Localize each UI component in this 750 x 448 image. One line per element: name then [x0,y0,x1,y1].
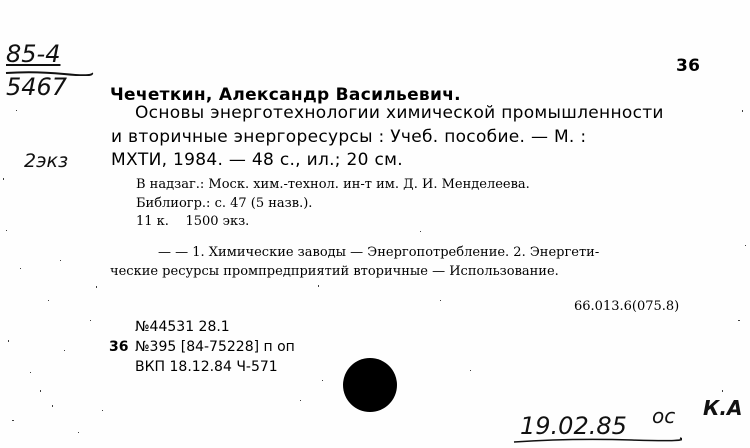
subject-line-2: ческие ресурсы промпредприятий вторичные — Использование. [110,264,559,279]
registry-line-1: №44531 28.1 [135,319,230,335]
title-line-3: МХТИ, 1984. — 48 с., ил.; 20 см. [111,150,403,170]
handwritten-initials: К.А [703,396,743,420]
note-line-3: 11 к. 1500 экз. [136,214,250,229]
author-heading: Чечеткин, Александр Васильевич. [110,85,461,105]
card-number: 36 [676,56,701,76]
note-line-2: Библиогр.: с. 47 (5 назв.). [136,196,313,211]
title-line-1: Основы энерготехнологии химической промышленности [135,103,664,123]
registry-prefix: 36 [109,339,129,355]
handwritten-code-bottom: 5467 [6,73,68,101]
subject-line-1: — — 1. Химические заводы — Энергопотребление. 2. Энергети- [158,245,600,260]
classification-code: 66.013.6(075.8) [574,299,680,314]
handwritten-copies: 2экз [24,150,69,172]
registry-line-2: №395 [84-75228] п оп [135,339,295,355]
note-line-1: В надзаг.: Моск. хим.-технол. ин-т им. Д. И. Менделеева. [136,177,530,192]
handwritten-date-suffix: ос [652,404,676,428]
handwritten-date: 19.02.85 [520,412,627,440]
registry-line-3: ВКП 18.12.84 Ч-571 [135,359,278,375]
title-line-2: и вторичные энергоресурсы : Учеб. пособие. — М. : [111,127,587,147]
handwritten-code-top: 85-4 [6,40,61,68]
